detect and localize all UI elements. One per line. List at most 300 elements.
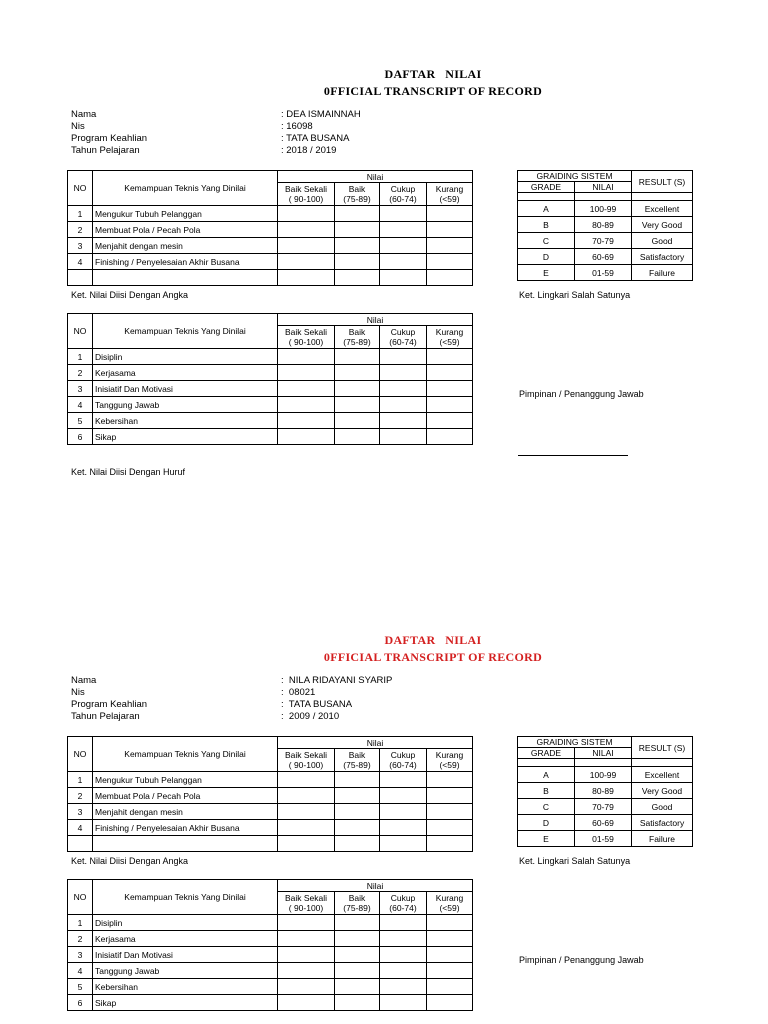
skill-name: Kebersihan [93, 413, 278, 429]
col-no-header: NO [68, 737, 93, 772]
grade-range: (75-89) [343, 760, 371, 770]
skill-name: Sikap [93, 429, 278, 445]
info-label: Nis [71, 687, 85, 698]
grading-title-row [518, 737, 693, 748]
nilai-header: NILAI [575, 182, 632, 193]
score-cell[interactable] [427, 995, 473, 1011]
table-header-row [68, 880, 473, 892]
grade-name: Kurang [435, 893, 464, 903]
skill-name: Tanggung Jawab [93, 963, 278, 979]
table-row [68, 238, 473, 254]
grade-column-header [335, 326, 380, 349]
score-cell[interactable] [335, 804, 380, 820]
grade-column-header [380, 892, 427, 915]
empty-cell [632, 193, 693, 201]
score-cell[interactable] [380, 947, 427, 963]
skill-name: Menjahit dengan mesin [93, 238, 278, 254]
score-cell[interactable] [335, 820, 380, 836]
col-skill-header: Kemampuan Teknis Yang Dinilai [93, 171, 278, 206]
grade-result: Satisfactory [632, 249, 693, 265]
grading-system-table [517, 170, 693, 281]
grade-column-header [335, 749, 380, 772]
skill-name: Mengukur Tubuh Pelanggan [93, 206, 278, 222]
score-cell[interactable] [335, 836, 380, 852]
info-row [71, 675, 491, 687]
grade-column-header [278, 183, 335, 206]
grade-range: 01-59 [575, 831, 632, 847]
score-cell[interactable] [427, 254, 473, 270]
empty-cell [632, 759, 693, 767]
col-skill-header: Kemampuan Teknis Yang Dinilai [93, 314, 278, 349]
score-cell[interactable] [278, 206, 335, 222]
grade-column-header [335, 892, 380, 915]
skill-name: Inisiatif Dan Motivasi [93, 947, 278, 963]
grade-range: 80-89 [575, 783, 632, 799]
table-row [68, 270, 473, 286]
table-row [68, 222, 473, 238]
score-cell[interactable] [278, 254, 335, 270]
col-skill-header: Kemampuan Teknis Yang Dinilai [93, 880, 278, 915]
score-cell[interactable] [335, 772, 380, 788]
score-cell[interactable] [335, 947, 380, 963]
col-no-header: NO [68, 171, 93, 206]
grade-row[interactable] [518, 815, 693, 831]
score-cell[interactable] [278, 836, 335, 852]
score-cell[interactable] [380, 397, 427, 413]
score-cell[interactable] [335, 222, 380, 238]
table-header-row [68, 314, 473, 326]
score-cell[interactable] [380, 238, 427, 254]
grade-range: (75-89) [343, 903, 371, 913]
score-cell[interactable] [427, 979, 473, 995]
score-cell[interactable] [278, 979, 335, 995]
table-row [68, 206, 473, 222]
row-number: 3 [68, 238, 93, 254]
row-number: 1 [68, 349, 93, 365]
row-number: 6 [68, 995, 93, 1011]
grade-letter[interactable]: A [518, 767, 575, 783]
score-cell[interactable] [335, 206, 380, 222]
score-cell[interactable] [335, 254, 380, 270]
score-cell[interactable] [380, 222, 427, 238]
score-cell[interactable] [335, 381, 380, 397]
grade-name: Baik [348, 893, 366, 903]
grade-name: Kurang [435, 750, 464, 760]
grade-range: ( 90-100) [288, 760, 324, 770]
grade-name: Baik [348, 184, 366, 194]
table-row [68, 397, 473, 413]
score-cell[interactable] [427, 238, 473, 254]
score-cell[interactable] [380, 820, 427, 836]
grade-letter[interactable]: E [518, 831, 575, 847]
grade-column-header [380, 326, 427, 349]
skill-name: Membuat Pola / Pecah Pola [93, 222, 278, 238]
grade-letter[interactable]: B [518, 783, 575, 799]
info-label: Program Keahlian [71, 699, 148, 710]
signature-line [518, 455, 628, 456]
grade-range: ( 90-100) [288, 903, 324, 913]
grade-name: Kurang [435, 327, 464, 337]
score-cell[interactable] [278, 915, 335, 931]
info-value: : DEA ISMAINNAH [281, 109, 361, 120]
grade-result: Very Good [632, 783, 693, 799]
grading-spacer-row [518, 759, 693, 767]
grade-row[interactable] [518, 783, 693, 799]
note-numeric: Ket. Nilai Diisi Dengan Angka [71, 290, 189, 300]
result-header: RESULT (S) [632, 171, 693, 193]
grade-result: Failure [632, 265, 693, 281]
score-cell[interactable] [335, 270, 380, 286]
score-cell[interactable] [335, 397, 380, 413]
row-number: 5 [68, 979, 93, 995]
table-row [68, 963, 473, 979]
grade-letter[interactable]: A [518, 201, 575, 217]
grade-name: Cukup [390, 184, 416, 194]
note-letter: Ket. Nilai Diisi Dengan Huruf [71, 467, 186, 477]
grade-range: ( 90-100) [288, 337, 324, 347]
page-title: DAFTAR NILAI [384, 67, 482, 81]
grade-name: Baik Sekali [284, 327, 328, 337]
grade-name: Baik [348, 750, 366, 760]
score-cell[interactable] [427, 349, 473, 365]
grade-letter[interactable]: D [518, 815, 575, 831]
grade-range: (<59) [439, 903, 460, 913]
nilai-header: NILAI [575, 748, 632, 759]
score-cell[interactable] [278, 429, 335, 445]
empty-cell [518, 759, 575, 767]
score-cell[interactable] [427, 820, 473, 836]
result-header: RESULT (S) [632, 737, 693, 759]
grade-column-header [380, 183, 427, 206]
grade-name: Cukup [390, 893, 416, 903]
empty-cell [575, 193, 632, 201]
nilai-group-header: Nilai [278, 171, 473, 183]
score-cell[interactable] [335, 915, 380, 931]
grade-letter[interactable]: E [518, 265, 575, 281]
info-value: : 2018 / 2019 [281, 145, 337, 156]
info-row [71, 145, 491, 157]
grading-title: GRAIDING SISTEM [518, 737, 632, 748]
row-number: 4 [68, 820, 93, 836]
score-cell[interactable] [380, 206, 427, 222]
table-row [68, 931, 473, 947]
skill-name: Sikap [93, 995, 278, 1011]
row-number: 1 [68, 206, 93, 222]
grade-range: 60-69 [575, 815, 632, 831]
score-cell[interactable] [278, 270, 335, 286]
table-row [68, 995, 473, 1011]
grade-name: Cukup [390, 327, 416, 337]
score-cell[interactable] [278, 820, 335, 836]
skill-name: Kerjasama [93, 931, 278, 947]
info-row [71, 121, 491, 133]
row-number: 5 [68, 413, 93, 429]
grade-row[interactable] [518, 265, 693, 281]
grade-column-header [427, 326, 473, 349]
score-cell[interactable] [427, 804, 473, 820]
grade-column-header [380, 749, 427, 772]
grade-range: (75-89) [343, 337, 371, 347]
skill-name: Disiplin [93, 349, 278, 365]
grade-result: Satisfactory [632, 815, 693, 831]
grade-range: (60-74) [389, 903, 417, 913]
grade-column-header [427, 749, 473, 772]
row-number: 2 [68, 222, 93, 238]
table-row [68, 429, 473, 445]
score-cell[interactable] [380, 804, 427, 820]
page-title: DAFTAR NILAI [384, 633, 482, 647]
table-row [68, 772, 473, 788]
grade-row[interactable] [518, 249, 693, 265]
score-cell[interactable] [380, 254, 427, 270]
score-cell[interactable] [335, 931, 380, 947]
score-cell[interactable] [380, 381, 427, 397]
row-number: 2 [68, 365, 93, 381]
grade-row[interactable] [518, 831, 693, 847]
table-row [68, 804, 473, 820]
score-cell[interactable] [380, 413, 427, 429]
grade-header: GRADE [518, 748, 575, 759]
score-cell[interactable] [278, 349, 335, 365]
score-cell[interactable] [278, 804, 335, 820]
skill-name: Kerjasama [93, 365, 278, 381]
grade-range: (<59) [439, 337, 460, 347]
score-cell[interactable] [427, 206, 473, 222]
table-row [68, 349, 473, 365]
score-cell[interactable] [278, 381, 335, 397]
col-skill-header: Kemampuan Teknis Yang Dinilai [93, 737, 278, 772]
score-cell[interactable] [335, 429, 380, 445]
grading-system-table [517, 736, 693, 847]
skill-name [93, 836, 278, 852]
grade-result: Excellent [632, 201, 693, 217]
grade-range: (60-74) [389, 337, 417, 347]
score-cell[interactable] [427, 270, 473, 286]
score-cell[interactable] [278, 365, 335, 381]
grade-letter[interactable]: D [518, 249, 575, 265]
grade-result: Good [632, 233, 693, 249]
note-circle-one: Ket. Lingkari Salah Satunya [519, 856, 631, 866]
score-cell[interactable] [427, 915, 473, 931]
empty-cell [518, 193, 575, 201]
empty-cell [575, 759, 632, 767]
attitude-table [67, 313, 473, 445]
info-row [71, 711, 491, 723]
score-cell[interactable] [427, 413, 473, 429]
info-label: Nama [71, 675, 97, 686]
score-cell[interactable] [380, 429, 427, 445]
score-cell[interactable] [380, 836, 427, 852]
row-number: 6 [68, 429, 93, 445]
grade-range: (<59) [439, 194, 460, 204]
nilai-group-header: Nilai [278, 880, 473, 892]
note-circle-one: Ket. Lingkari Salah Satunya [519, 290, 631, 300]
grade-row[interactable] [518, 767, 693, 783]
score-cell[interactable] [335, 238, 380, 254]
grade-range: 70-79 [575, 799, 632, 815]
grade-column-header [427, 183, 473, 206]
grade-column-header [427, 892, 473, 915]
grading-spacer-row [518, 193, 693, 201]
grade-name: Baik Sekali [284, 750, 328, 760]
score-cell[interactable] [427, 381, 473, 397]
score-cell[interactable] [278, 947, 335, 963]
grading-title-row [518, 171, 693, 182]
score-cell[interactable] [380, 772, 427, 788]
grading-title: GRAIDING SISTEM [518, 171, 632, 182]
skill-name [93, 270, 278, 286]
score-cell[interactable] [380, 979, 427, 995]
table-row [68, 836, 473, 852]
table-header-row [68, 171, 473, 183]
info-label: Tahun Pelajaran [71, 711, 140, 722]
score-cell[interactable] [335, 365, 380, 381]
score-cell[interactable] [380, 931, 427, 947]
score-cell[interactable] [335, 413, 380, 429]
score-cell[interactable] [380, 963, 427, 979]
grade-range: 100-99 [575, 767, 632, 783]
grade-range: (<59) [439, 760, 460, 770]
row-number [68, 836, 93, 852]
skill-name: Menjahit dengan mesin [93, 804, 278, 820]
row-number: 3 [68, 381, 93, 397]
score-cell[interactable] [278, 931, 335, 947]
nilai-group-header: Nilai [278, 314, 473, 326]
score-cell[interactable] [335, 349, 380, 365]
row-number: 2 [68, 788, 93, 804]
score-cell[interactable] [278, 222, 335, 238]
skill-name: Disiplin [93, 915, 278, 931]
grade-name: Baik Sekali [284, 893, 328, 903]
skill-name: Inisiatif Dan Motivasi [93, 381, 278, 397]
score-cell[interactable] [427, 365, 473, 381]
info-label: Tahun Pelajaran [71, 145, 140, 156]
score-cell[interactable] [380, 270, 427, 286]
score-cell[interactable] [380, 995, 427, 1011]
info-row [71, 133, 491, 145]
score-cell[interactable] [278, 995, 335, 1011]
grade-letter[interactable]: C [518, 799, 575, 815]
table-row [68, 413, 473, 429]
grade-range: (75-89) [343, 194, 371, 204]
row-number: 4 [68, 397, 93, 413]
grade-column-header [278, 892, 335, 915]
score-cell[interactable] [427, 429, 473, 445]
technical-skills-table [67, 170, 473, 286]
row-number: 3 [68, 804, 93, 820]
table-row [68, 381, 473, 397]
info-value: : NILA RIDAYANI SYARIP [281, 675, 393, 686]
score-cell[interactable] [278, 963, 335, 979]
row-number: 3 [68, 947, 93, 963]
table-row [68, 788, 473, 804]
row-number: 4 [68, 254, 93, 270]
row-number: 4 [68, 963, 93, 979]
score-cell[interactable] [335, 963, 380, 979]
score-cell[interactable] [278, 397, 335, 413]
grade-range: 100-99 [575, 201, 632, 217]
score-cell[interactable] [427, 397, 473, 413]
score-cell[interactable] [278, 772, 335, 788]
grade-letter[interactable]: C [518, 233, 575, 249]
grade-result: Excellent [632, 767, 693, 783]
signature-label: Pimpinan / Penanggung Jawab [519, 955, 644, 965]
score-cell[interactable] [278, 238, 335, 254]
col-no-header: NO [68, 314, 93, 349]
info-row [71, 699, 491, 711]
grade-result: Good [632, 799, 693, 815]
score-cell[interactable] [427, 222, 473, 238]
score-cell[interactable] [427, 836, 473, 852]
grade-column-header [278, 749, 335, 772]
col-no-header: NO [68, 880, 93, 915]
info-value: : 08021 [281, 687, 316, 698]
table-header-row [68, 737, 473, 749]
skill-name: Finishing / Penyelesaian Akhir Busana [93, 820, 278, 836]
skill-name: Membuat Pola / Pecah Pola [93, 788, 278, 804]
score-cell[interactable] [278, 413, 335, 429]
score-cell[interactable] [427, 947, 473, 963]
score-cell[interactable] [380, 349, 427, 365]
grade-header: GRADE [518, 182, 575, 193]
page-subtitle: 0FFICIAL TRANSCRIPT OF RECORD [323, 650, 543, 664]
info-value: : 16098 [281, 121, 313, 132]
grade-range: 01-59 [575, 265, 632, 281]
score-cell[interactable] [427, 963, 473, 979]
skill-name: Tanggung Jawab [93, 397, 278, 413]
score-cell[interactable] [335, 995, 380, 1011]
grade-letter[interactable]: B [518, 217, 575, 233]
score-cell[interactable] [278, 788, 335, 804]
score-cell[interactable] [380, 915, 427, 931]
table-row [68, 365, 473, 381]
score-cell[interactable] [380, 788, 427, 804]
grade-row[interactable] [518, 201, 693, 217]
score-cell[interactable] [335, 788, 380, 804]
score-cell[interactable] [427, 772, 473, 788]
info-label: Nis [71, 121, 85, 132]
grade-range: 80-89 [575, 217, 632, 233]
grade-row[interactable] [518, 217, 693, 233]
student-info [71, 675, 491, 723]
skill-name: Kebersihan [93, 979, 278, 995]
row-number: 2 [68, 931, 93, 947]
skill-name: Mengukur Tubuh Pelanggan [93, 772, 278, 788]
grade-row[interactable] [518, 799, 693, 815]
info-label: Nama [71, 109, 97, 120]
score-cell[interactable] [335, 979, 380, 995]
skill-name: Finishing / Penyelesaian Akhir Busana [93, 254, 278, 270]
attitude-table [67, 879, 473, 1011]
student-info [71, 109, 491, 157]
score-cell[interactable] [427, 788, 473, 804]
grade-result: Failure [632, 831, 693, 847]
grade-row[interactable] [518, 233, 693, 249]
info-value: : 2009 / 2010 [281, 711, 340, 722]
table-row [68, 947, 473, 963]
signature-label: Pimpinan / Penanggung Jawab [519, 389, 644, 399]
table-row [68, 820, 473, 836]
grade-range: (60-74) [389, 760, 417, 770]
info-value: : TATA BUSANA [281, 133, 350, 144]
grade-range: (60-74) [389, 194, 417, 204]
grade-name: Baik [348, 327, 366, 337]
score-cell[interactable] [427, 931, 473, 947]
grade-name: Cukup [390, 750, 416, 760]
score-cell[interactable] [380, 365, 427, 381]
row-number: 1 [68, 915, 93, 931]
info-label: Program Keahlian [71, 133, 148, 144]
